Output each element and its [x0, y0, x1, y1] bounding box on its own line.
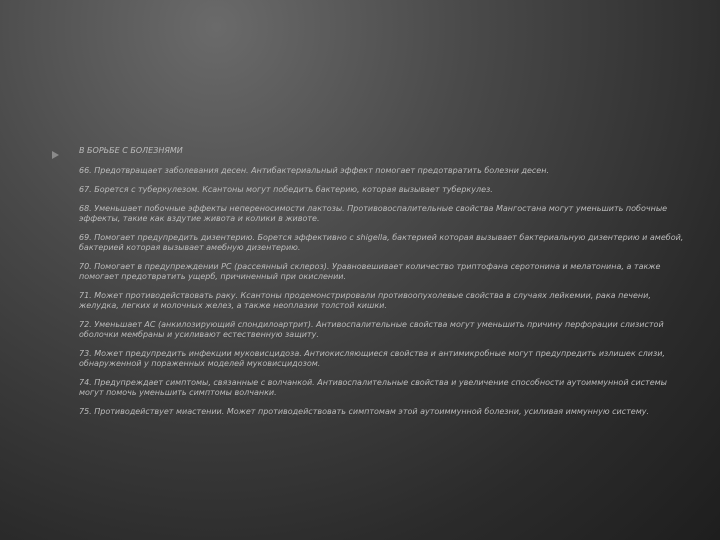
bullet-arrow-icon [52, 151, 59, 159]
list-item: 75. Противодействует миастении. Может противодействовать симптомам этой аутоиммунной болезни, усиливая иммунную систему. [79, 407, 650, 416]
list-item: 68. Уменьшает побочные эффекты непереносимости лактозы. Противовоспалительные свойства Мангостана могут уменьшить побочные эффекты, такие как вздутие живота и колики в животе. [79, 204, 668, 223]
list-item: 73. Может предупредить инфекции муковисцидоза. Антиокисляющиеся свойства и антимикробные могут предупредить излишек слизи, обнаруженной у пораженных моделей муковисцидозом. [79, 349, 665, 368]
list-item: 66. Предотвращает заболевания десен. Антибактериальный эффект помогает предотвратить болезни десен. [79, 166, 549, 175]
slide-heading: В БОРЬБЕ С БОЛЕЗНЯМИ [79, 146, 183, 155]
slide-content [79, 146, 691, 426]
list-item: 72. Уменьшает АС (анкилозирующий спондилоартрит). Антивоспалительные свойства могут уменьшить причину перфорации слизистой оболочки мембраны и усиливают естественную защиту. [79, 320, 664, 339]
list-item: 74. Предупреждает симптомы, связанные с волчанкой. Антивоспалительные свойства и увеличение способности аутоиммунной системы могут помочь уменьшить симптомы волчанки. [79, 378, 667, 397]
list-item: 70. Помогает в предупреждении РС (рассеянный склероз). Уравновешивает количество триптофана серотонина и мелатонина, а также помогает предотвратить ущерб, причиненный при окислении. [79, 262, 661, 281]
list-item: 67. Борется с туберкулезом. Ксантоны могут победить бактерию, которая вызывает туберкулез. [79, 185, 493, 194]
list-item: 71. Может противодействовать раку. Ксантоны продемонстрировали противоопухолевые свойства в случаях лейкемии, рака печени, желудка, легких и молочных желез, а также неоплазии толстой кишки. [79, 291, 651, 310]
list-item: 69. Помогает предупредить дизентерию. Борется эффективно с shigella, бактерией которая вызывает бактериальную дизентерию и амебой, бактерией которая вызывает амебную дизентерию. [79, 233, 684, 252]
